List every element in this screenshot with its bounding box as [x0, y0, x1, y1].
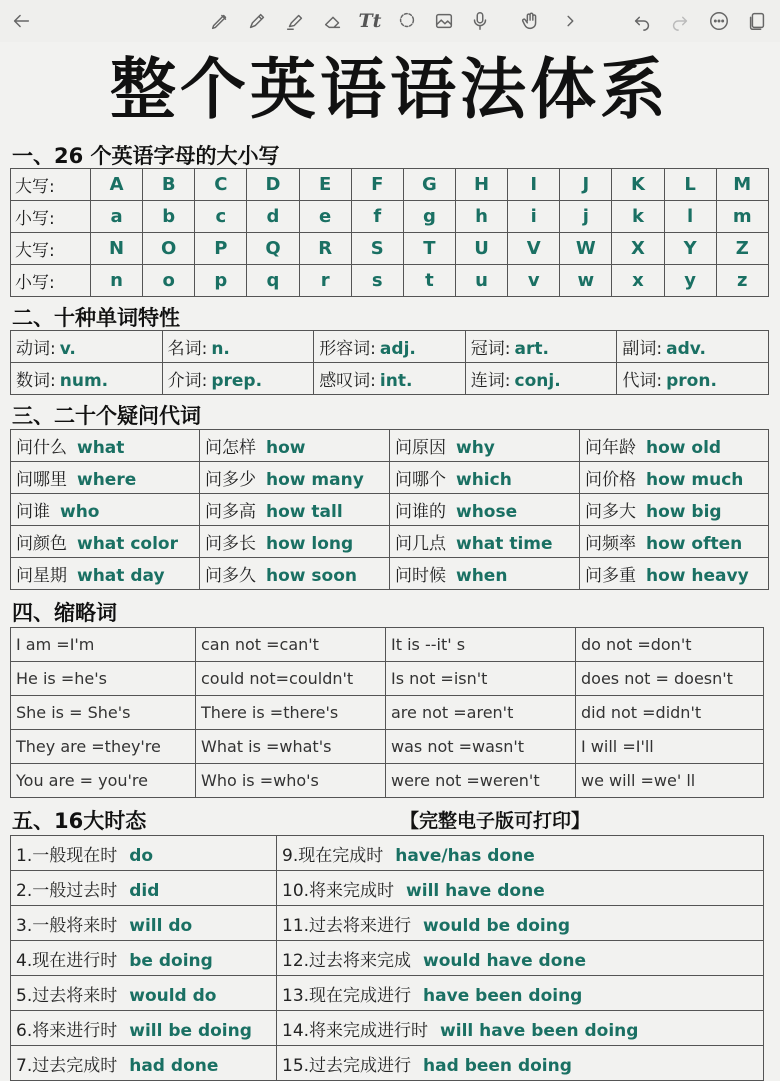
term-cell: [465, 331, 617, 363]
english-term: how: [266, 438, 306, 458]
question-row: [11, 462, 769, 494]
chinese-label: 问年龄: [585, 438, 636, 458]
chinese-label: 问多高: [205, 502, 256, 522]
english-term: will do: [129, 915, 193, 936]
letter-cell: W: [560, 233, 612, 265]
letter-cell: f: [351, 201, 403, 233]
term-cell: [617, 331, 769, 363]
english-term: would do: [129, 985, 217, 1006]
chinese-label: 4.现在进行时: [16, 950, 118, 971]
contraction-cell: Who is =who's: [196, 764, 386, 798]
chinese-label: 问哪个: [395, 470, 446, 490]
section5-heading: 五、16大时态: [12, 809, 147, 833]
term-cell: [11, 1011, 277, 1046]
chinese-label: 问时候: [395, 566, 446, 586]
letter-cell: o: [143, 265, 195, 297]
letter-cell: S: [351, 233, 403, 265]
letter-cell: x: [612, 265, 664, 297]
chinese-label: 介词:: [167, 371, 208, 391]
question-words-table: [10, 429, 769, 590]
question-row: [11, 526, 769, 558]
term-cell: [162, 363, 314, 395]
chinese-label: 12.过去将来完成: [282, 950, 412, 971]
contractions-table: [10, 627, 764, 798]
letter-cell: B: [143, 169, 195, 201]
contraction-cell: He is =he's: [11, 662, 196, 696]
letter-cell: a: [91, 201, 143, 233]
row-label: 大写:: [11, 233, 91, 265]
pen-icon[interactable]: [205, 6, 235, 36]
image-icon[interactable]: [429, 6, 459, 36]
contraction-cell: does not = doesn't: [576, 662, 764, 696]
english-term: conj.: [514, 371, 561, 391]
letter-cell: M: [716, 169, 768, 201]
tense-row: [11, 1046, 764, 1081]
chinese-label: 1.一般现在时: [16, 845, 118, 866]
english-term: prep.: [211, 371, 263, 391]
english-term: had done: [129, 1055, 219, 1076]
term-cell: [11, 941, 277, 976]
toolbar: [0, 0, 780, 42]
letter-cell: z: [716, 265, 768, 297]
term-cell: [11, 1046, 277, 1081]
letter-cell: G: [403, 169, 455, 201]
term-cell: [11, 494, 200, 526]
letter-cell: I: [508, 169, 560, 201]
question-row: [11, 558, 769, 590]
english-term: why: [456, 438, 495, 458]
tense-row: [11, 906, 764, 941]
alphabet-table: [10, 168, 769, 297]
letter-cell: j: [560, 201, 612, 233]
chinese-label: 问多重: [585, 566, 636, 586]
letter-cell: D: [247, 169, 299, 201]
term-cell: [277, 1011, 764, 1046]
english-term: did: [129, 880, 160, 901]
contraction-row: [11, 696, 764, 730]
term-cell: [200, 462, 390, 494]
chinese-label: 动词:: [16, 339, 56, 359]
alphabet-row: [11, 265, 769, 297]
letter-cell: m: [716, 201, 768, 233]
english-term: how big: [646, 502, 722, 522]
english-term: would have done: [423, 950, 587, 971]
letter-cell: F: [351, 169, 403, 201]
term-cell: [277, 1046, 764, 1081]
english-term: whose: [456, 502, 518, 522]
chinese-label: 10.将来完成时: [282, 880, 395, 901]
term-cell: [200, 494, 390, 526]
microphone-icon[interactable]: [465, 6, 495, 36]
term-cell: [11, 871, 277, 906]
english-term: art.: [514, 339, 549, 359]
printable-promo: 【完整电子版可打印】: [400, 810, 591, 832]
term-cell: [277, 941, 764, 976]
term-cell: [617, 363, 769, 395]
english-term: adv.: [666, 339, 706, 359]
row-label: 大写:: [11, 169, 91, 201]
letter-cell: J: [560, 169, 612, 201]
contraction-cell: are not =aren't: [386, 696, 576, 730]
term-cell: [11, 363, 163, 395]
letter-cell: d: [247, 201, 299, 233]
chinese-label: 冠词:: [470, 339, 511, 359]
contraction-row: [11, 662, 764, 696]
english-term: who: [60, 502, 100, 522]
contraction-cell: we will =we' ll: [576, 764, 764, 798]
term-cell: [390, 430, 580, 462]
letter-cell: R: [299, 233, 351, 265]
letter-cell: U: [455, 233, 507, 265]
pages-icon[interactable]: [742, 6, 772, 36]
chinese-label: 问频率: [585, 534, 636, 554]
chinese-label: 问谁: [16, 502, 50, 522]
chinese-label: 问星期: [16, 566, 67, 586]
term-cell: [465, 363, 617, 395]
contraction-cell: What is =what's: [196, 730, 386, 764]
question-row: [11, 494, 769, 526]
term-cell: [580, 430, 769, 462]
more-icon[interactable]: [704, 6, 734, 36]
chinese-label: 7.过去完成时: [16, 1055, 118, 1076]
english-term: num.: [59, 371, 109, 391]
contraction-cell: I will =I'll: [576, 730, 764, 764]
chinese-label: 问怎样: [205, 438, 256, 458]
lasso-icon[interactable]: [392, 6, 422, 36]
contraction-cell: do not =don't: [576, 628, 764, 662]
letter-cell: Z: [716, 233, 768, 265]
contraction-cell: were not =weren't: [386, 764, 576, 798]
english-term: will be doing: [129, 1020, 252, 1041]
english-term: pron.: [666, 371, 717, 391]
contraction-cell: Is not =isn't: [386, 662, 576, 696]
contraction-cell: There is =there's: [196, 696, 386, 730]
english-term: how much: [646, 470, 744, 490]
english-term: have been doing: [423, 985, 583, 1006]
back-arrow-icon[interactable]: [6, 6, 36, 36]
letter-cell: N: [91, 233, 143, 265]
contraction-cell: They are =they're: [11, 730, 196, 764]
contraction-cell: She is = She's: [11, 696, 196, 730]
term-cell: [200, 430, 390, 462]
letter-cell: C: [195, 169, 247, 201]
letter-cell: A: [91, 169, 143, 201]
letter-cell: T: [403, 233, 455, 265]
english-term: what color: [77, 534, 178, 554]
term-cell: [11, 526, 200, 558]
term-cell: [277, 836, 764, 871]
letter-cell: g: [403, 201, 455, 233]
contraction-row: [11, 730, 764, 764]
chinese-label: 问多少: [205, 470, 256, 490]
term-cell: [314, 363, 466, 395]
word-class-row: [11, 363, 769, 395]
letter-cell: s: [351, 265, 403, 297]
term-cell: [11, 906, 277, 941]
english-term: adj.: [379, 339, 416, 359]
english-term: what day: [77, 566, 165, 586]
redo-icon[interactable]: [665, 6, 695, 36]
english-term: will have been doing: [440, 1020, 639, 1041]
chinese-label: 问哪里: [16, 470, 67, 490]
english-term: when: [456, 566, 508, 586]
alphabet-row: [11, 201, 769, 233]
english-term: which: [456, 470, 512, 490]
chinese-label: 问几点: [395, 534, 446, 554]
chinese-label: 数词:: [16, 371, 56, 391]
letter-cell: c: [195, 201, 247, 233]
english-term: will have done: [406, 880, 545, 901]
section4-heading: 四、缩略词: [12, 601, 117, 625]
chinese-label: 6.将来进行时: [16, 1020, 118, 1041]
pencil-icon[interactable]: [242, 6, 272, 36]
term-cell: [11, 462, 200, 494]
english-term: where: [77, 470, 137, 490]
chinese-label: 11.过去将来进行: [282, 915, 412, 936]
letter-cell: p: [195, 265, 247, 297]
term-cell: [390, 558, 580, 590]
term-cell: [11, 558, 200, 590]
letter-cell: k: [612, 201, 664, 233]
contraction-row: [11, 628, 764, 662]
letter-cell: Q: [247, 233, 299, 265]
letter-cell: i: [508, 201, 560, 233]
letter-cell: v: [508, 265, 560, 297]
tense-row: [11, 871, 764, 906]
letter-cell: n: [91, 265, 143, 297]
row-label: 小写:: [11, 201, 91, 233]
letter-cell: h: [455, 201, 507, 233]
term-cell: [314, 331, 466, 363]
eraser-icon[interactable]: [318, 6, 348, 36]
chinese-label: 问多久: [205, 566, 256, 586]
contraction-cell: could not=couldn't: [196, 662, 386, 696]
alphabet-row: [11, 169, 769, 201]
chinese-label: 代词:: [622, 371, 663, 391]
term-cell: [11, 836, 277, 871]
text-tool-label: Tt: [358, 10, 382, 32]
english-term: v.: [59, 339, 76, 359]
term-cell: [390, 526, 580, 558]
chinese-label: 3.一般将来时: [16, 915, 118, 936]
english-term: int.: [379, 371, 413, 391]
tense-row: [11, 976, 764, 1011]
chinese-label: 问多大: [585, 502, 636, 522]
contraction-cell: I am =I'm: [11, 628, 196, 662]
chinese-label: 感叹词:: [319, 371, 376, 391]
chinese-label: 9.现在完成时: [282, 845, 384, 866]
chinese-label: 13.现在完成进行: [282, 985, 412, 1006]
term-cell: [11, 430, 200, 462]
letter-cell: V: [508, 233, 560, 265]
chinese-label: 连词:: [470, 371, 511, 391]
row-label: 小写:: [11, 265, 91, 297]
chinese-label: 问什么: [16, 438, 67, 458]
term-cell: [390, 462, 580, 494]
term-cell: [162, 331, 314, 363]
english-term: how old: [646, 438, 722, 458]
page-title: 整个英语语法体系: [110, 51, 670, 128]
contraction-cell: did not =didn't: [576, 696, 764, 730]
term-cell: [11, 331, 163, 363]
section3-heading: 三、二十个疑问代词: [12, 404, 201, 428]
letter-cell: e: [299, 201, 351, 233]
question-row: [11, 430, 769, 462]
letter-cell: P: [195, 233, 247, 265]
contraction-row: [11, 764, 764, 798]
chinese-label: 14.将来完成进行时: [282, 1020, 429, 1041]
text-tool-icon[interactable]: [355, 6, 385, 36]
letter-cell: t: [403, 265, 455, 297]
chinese-label: 2.一般过去时: [16, 880, 118, 901]
term-cell: [277, 976, 764, 1011]
english-term: what time: [456, 534, 553, 554]
english-term: how long: [266, 534, 354, 554]
word-class-table: [10, 330, 769, 395]
english-term: how soon: [266, 566, 357, 586]
highlighter-icon[interactable]: [280, 6, 310, 36]
chinese-label: 问谁的: [395, 502, 446, 522]
section1-heading: 一、26 个英语字母的大小写: [12, 144, 280, 168]
english-term: n.: [211, 339, 230, 359]
chinese-label: 副词:: [622, 339, 663, 359]
chinese-label: 5.过去将来时: [16, 985, 118, 1006]
contraction-cell: can not =can't: [196, 628, 386, 662]
term-cell: [11, 976, 277, 1011]
tense-row: [11, 836, 764, 871]
term-cell: [277, 906, 764, 941]
term-cell: [580, 526, 769, 558]
letter-cell: H: [455, 169, 507, 201]
chinese-label: 问原因: [395, 438, 446, 458]
chinese-label: 问颜色: [16, 534, 67, 554]
letter-cell: O: [143, 233, 195, 265]
english-term: what: [77, 438, 125, 458]
tenses-table: [10, 835, 764, 1081]
chinese-label: 问价格: [585, 470, 636, 490]
letter-cell: q: [247, 265, 299, 297]
letter-cell: X: [612, 233, 664, 265]
contraction-cell: was not =wasn't: [386, 730, 576, 764]
english-term: had been doing: [423, 1055, 572, 1076]
tense-row: [11, 1011, 764, 1046]
contraction-cell: You are = you're: [11, 764, 196, 798]
letter-cell: u: [455, 265, 507, 297]
term-cell: [390, 494, 580, 526]
letter-cell: L: [664, 169, 716, 201]
term-cell: [580, 558, 769, 590]
english-term: how many: [266, 470, 364, 490]
letter-cell: Y: [664, 233, 716, 265]
hand-icon[interactable]: [516, 6, 546, 36]
alphabet-row: [11, 233, 769, 265]
chinese-label: 问多长: [205, 534, 256, 554]
chevron-right-icon[interactable]: [555, 6, 585, 36]
english-term: how tall: [266, 502, 343, 522]
section2-heading: 二、十种单词特性: [12, 306, 180, 330]
letter-cell: l: [664, 201, 716, 233]
tense-row: [11, 941, 764, 976]
term-cell: [580, 494, 769, 526]
english-term: have/has done: [395, 845, 535, 866]
chinese-label: 名词:: [167, 339, 208, 359]
contraction-cell: It is --it' s: [386, 628, 576, 662]
english-term: do: [129, 845, 154, 866]
letter-cell: w: [560, 265, 612, 297]
english-term: how often: [646, 534, 743, 554]
term-cell: [277, 871, 764, 906]
letter-cell: b: [143, 201, 195, 233]
chinese-label: 形容词:: [319, 339, 376, 359]
term-cell: [580, 462, 769, 494]
english-term: would be doing: [423, 915, 571, 936]
word-class-row: [11, 331, 769, 363]
term-cell: [200, 558, 390, 590]
chinese-label: 15.过去完成进行: [282, 1055, 412, 1076]
term-cell: [200, 526, 390, 558]
letter-cell: E: [299, 169, 351, 201]
letter-cell: K: [612, 169, 664, 201]
english-term: be doing: [129, 950, 213, 971]
english-term: how heavy: [646, 566, 749, 586]
letter-cell: r: [299, 265, 351, 297]
undo-icon[interactable]: [627, 6, 657, 36]
letter-cell: y: [664, 265, 716, 297]
